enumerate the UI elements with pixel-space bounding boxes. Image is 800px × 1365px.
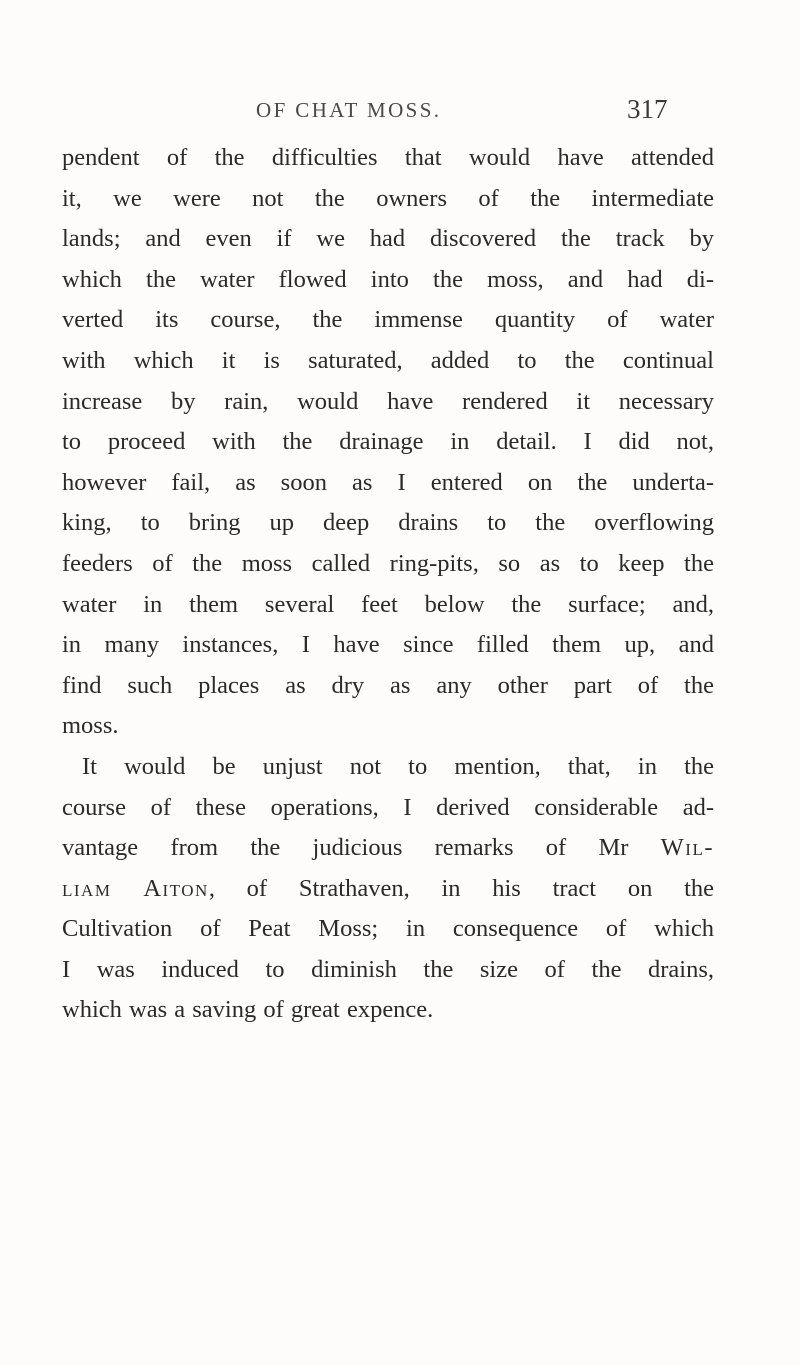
page-number: 317	[627, 94, 668, 124]
text-line	[62, 869, 714, 910]
text-line: however fail, as soon as I entered on the underta-	[62, 468, 714, 496]
paragraph-1	[62, 138, 714, 747]
text-line: course of these operations, I derived considerable ad-	[62, 793, 714, 821]
running-title: OF CHAT MOSS.	[256, 98, 442, 122]
text-line: I was induced to diminish the size of the drains,	[62, 955, 714, 983]
text-fragment: vantage from the judicious remarks of Mr	[62, 834, 661, 862]
text-line: which the water flowed into the moss, and had di-	[62, 265, 714, 293]
text-line: in many instances, I have since filled them up, and	[62, 631, 714, 659]
text-line: which was a saving of great expence.	[62, 996, 434, 1024]
text-line: lands; and even if we had discovered the track by	[62, 225, 714, 253]
text-line: king, to bring up deep drains to the overflowing	[62, 509, 714, 537]
paragraph-2	[62, 747, 714, 1031]
text-line: to proceed with the drainage in detail. I did not,	[62, 428, 714, 456]
text-line: water in them several feet below the surface; and,	[62, 590, 714, 618]
text-line: find such places as dry as any other part of the	[62, 671, 714, 699]
text-line: pendent of the difficulties that would have attended	[62, 144, 714, 171]
body-text	[62, 138, 714, 1031]
running-header	[0, 94, 800, 130]
text-line: Cultivation of Peat Moss; in consequence of which	[62, 915, 714, 943]
text-line: feeders of the moss called ring-pits, so as to keep the	[62, 549, 714, 577]
text-line	[62, 828, 714, 869]
name-small-caps: liam Aiton	[62, 874, 209, 902]
text-line: verted its course, the immense quantity of water	[62, 306, 714, 334]
text-fragment: , of Strathaven, in his tract on the	[208, 874, 714, 902]
name-small-caps: Wil-	[660, 834, 714, 862]
text-line: it, we were not the owners of the intermediate	[62, 184, 714, 212]
text-line: increase by rain, would have rendered it necessary	[62, 387, 714, 415]
text-line: It would be unjust not to mention, that, in the	[82, 752, 714, 780]
text-line: with which it is saturated, added to the continual	[62, 346, 714, 374]
text-line: moss.	[62, 712, 119, 740]
